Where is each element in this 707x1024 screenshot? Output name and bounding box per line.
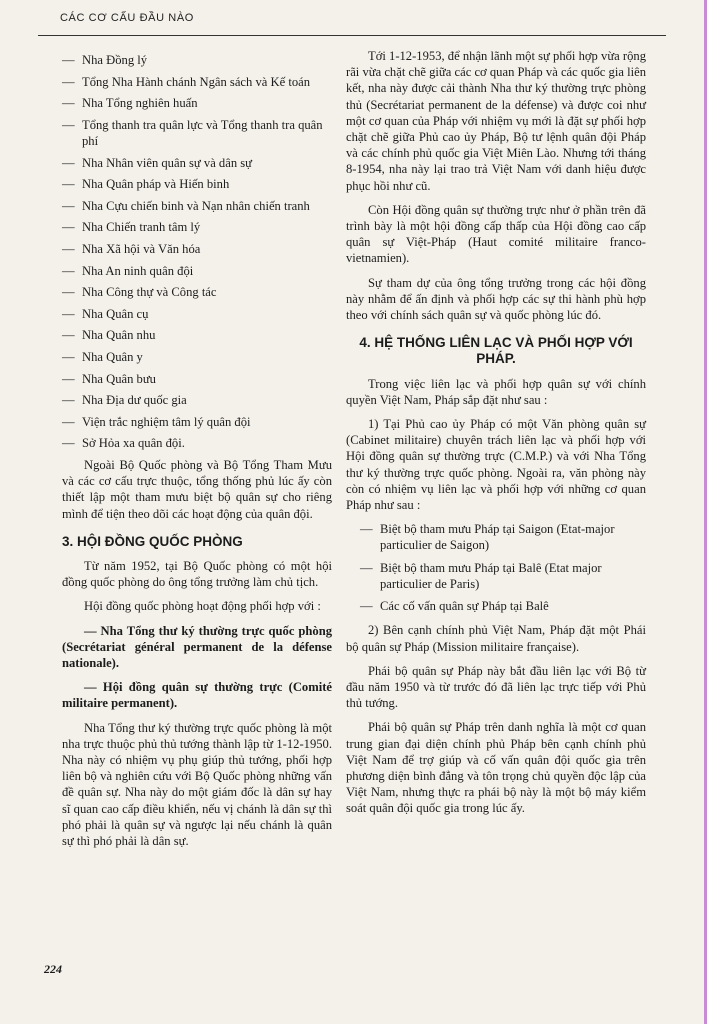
paragraph-point-2: 2) Bên cạnh chính phủ Việt Nam, Pháp đặt một Phái bộ quân sự Pháp (Mission militaire française). <box>346 623 646 654</box>
list-item: — Nha Đồng lý <box>62 52 332 68</box>
paragraph-hoi-dong: Hội đồng quốc phòng hoạt động phối hợp với : <box>84 599 321 614</box>
list-item: — Tổng thanh tra quân lực và Tổng thanh tra quân phí <box>62 117 332 149</box>
header-rule <box>38 35 666 36</box>
paragraph-phai-bo-1: Phái bộ quân sự Pháp này bắt đầu liên lạc với Bộ từ đầu năm 1950 và từ trước đó đã liên lạc trực tiếp với Phủ thủ tướng. <box>346 663 646 711</box>
list-item: — Nha Công thự và Công tác <box>62 284 332 300</box>
list-item: — Nha Xã hội và Văn hóa <box>62 241 332 257</box>
list-item: — Nha Cựu chiến binh và Nạn nhân chiến tranh <box>62 198 332 214</box>
list-item: — Nha Quân pháp và Hiến binh <box>62 176 332 192</box>
list-item: — Nha Quân cụ <box>62 306 332 322</box>
list-item: — Nha Nhân viên quân sự và dân sự <box>62 155 332 171</box>
list-item: — Nha Quân y <box>62 349 332 365</box>
section-heading-3: 3. HỘI ĐỒNG QUỐC PHÒNG <box>62 533 243 549</box>
paragraph-ong-tong: Sự tham dự của ông tổng trưởng trong các hội đồng này nhằm để ấn định và phối hợp các sự thi hành phù hợp theo với chính sách quân sự và quốc phòng lúc đó. <box>346 275 646 323</box>
french-agency-list <box>346 521 646 614</box>
list-item: — Biệt bộ tham mưu Pháp tại Saigon (Etat-major particulier de Saigon) <box>346 521 646 553</box>
paragraph-phai-bo-2: Phái bộ quân sự Pháp trên danh nghĩa là một cơ quan trung gian đại diện chính phủ Pháp bên cạnh chính phủ Việt Nam để trợ giúp và cố vấn quân đội quốc gia trên phương diện bình đẳng và tôn trọng chủ quyền độc lập của Việt Nam, nhưng thực ra phái bộ này là một bộ máy kiểm soát quân đội quốc gia trong lúc ấy. <box>346 720 646 816</box>
list-item: — Tổng Nha Hành chánh Ngân sách và Kế toán <box>62 74 332 90</box>
left-column <box>62 48 332 857</box>
list-item: — Sở Hỏa xa quân đội. <box>62 435 332 451</box>
paragraph-1953: Tới 1-12-1953, để nhận lãnh một sự phối hợp vừa rộng rãi vừa chặt chẽ giữa các cơ quan Pháp và các quốc gia liên kết, nha này được cải thành Nha thư ký thường trực phòng thủ (Secrétariat permanent de la défense) và được coi như một cơ quan của Pháp với nhiệm vụ mới là đặt sự phối hợp chặt chẽ giữa Phủ cao ủy Pháp, Bộ tư lệnh quân đội Pháp và các chính phủ quốc gia Việt Miên Lào. Nhưng tới tháng 8-1954, nha này lại trao trả Việt Nam với danh hiệu được phục hồi như cũ. <box>346 49 646 193</box>
list-item: — Nha Tổng nghiên huấn <box>62 95 332 111</box>
bold-item-secretariat: — Nha Tổng thư ký thường trực quốc phòng (Secrétariat général permanent de la défense nationale). <box>62 623 332 670</box>
paragraph-hoi-dong-quan-su: Còn Hội đồng quân sự thường trực như ở phần trên đã trình bày là một hội đồng cấp thấp của Hội đồng cao cấp quân sự Việt-Pháp (Haut comité militaire franco-vietnamien). <box>346 202 646 266</box>
right-column <box>346 48 646 825</box>
paragraph-intro: Ngoài Bộ Quốc phòng và Bộ Tổng Tham Mưu và các cơ cấu trực thuộc, tổng thống phủ lúc ấy còn thiết lập một tham mưu biệt bộ quân sự cho riêng mình để tiện theo dõi các hoạt động của quân đội. <box>62 457 332 521</box>
department-list <box>62 52 332 452</box>
paragraph-point-1: 1) Tại Phủ cao ủy Pháp có một Văn phòng quân sự (Cabinet militaire) chuyên trách liên lạc và phối hợp với Hội đồng quân sự thường trực (C.M.P.) và với Nha Tổng thư ký thường trực quốc phòng. Ngoài ra, văn phòng này còn có nhiệm vụ liên lạc và phối hợp với những cơ quan Pháp như sau : <box>346 417 646 513</box>
list-item: — Nha Quân bưu <box>62 371 332 387</box>
list-item: — Nha An ninh quân đội <box>62 263 332 279</box>
list-item: — Nha Địa dư quốc gia <box>62 392 332 408</box>
list-item: — Viện trắc nghiệm tâm lý quân đội <box>62 414 332 430</box>
section-heading-4: 4. HỆ THỐNG LIÊN LẠC VÀ PHỐI HỢP VỚI PHÁP. <box>359 335 633 367</box>
paragraph-nha-tong: Nha Tổng thư ký thường trực quốc phòng là một nha trực thuộc phủ thủ tướng thành lập từ 1-12-1950. Nha này có nhiệm vụ phụ giúp thủ tướng, phối hợp liên bộ và nghiên cứu với Bộ Quốc phòng những vấn đề quân sự. Nha này do một giám đốc là dân sự hay sĩ quan cao cấp điều khiển, nếu vị chánh là dân sự thì phó phải là quân sự và ngược lại nếu chánh là quân sự thì phó phải là dân sự. <box>62 720 332 848</box>
list-item: — Nha Quân nhu <box>62 327 332 343</box>
list-item: — Biệt bộ tham mưu Pháp tại Balê (Etat major particulier de Paris) <box>346 560 646 592</box>
bold-item-comite: — Hội đồng quân sự thường trực (Comité militaire permanent). <box>62 680 332 711</box>
page-number: 224 <box>44 962 62 976</box>
list-item: — Nha Chiến tranh tâm lý <box>62 219 332 235</box>
running-header: CÁC CƠ CẤU ĐẦU NÀO <box>60 12 194 24</box>
list-item: — Các cố vấn quân sự Pháp tại Balê <box>346 598 646 614</box>
paragraph-trong-viec: Trong việc liên lạc và phối hợp quân sự với chính quyền Việt Nam, Pháp sắp đặt như sau : <box>346 376 646 407</box>
paragraph-1952: Từ năm 1952, tại Bộ Quốc phòng có một hội đồng quốc phòng do ông tổng trưởng làm chủ tịch. <box>62 558 332 590</box>
